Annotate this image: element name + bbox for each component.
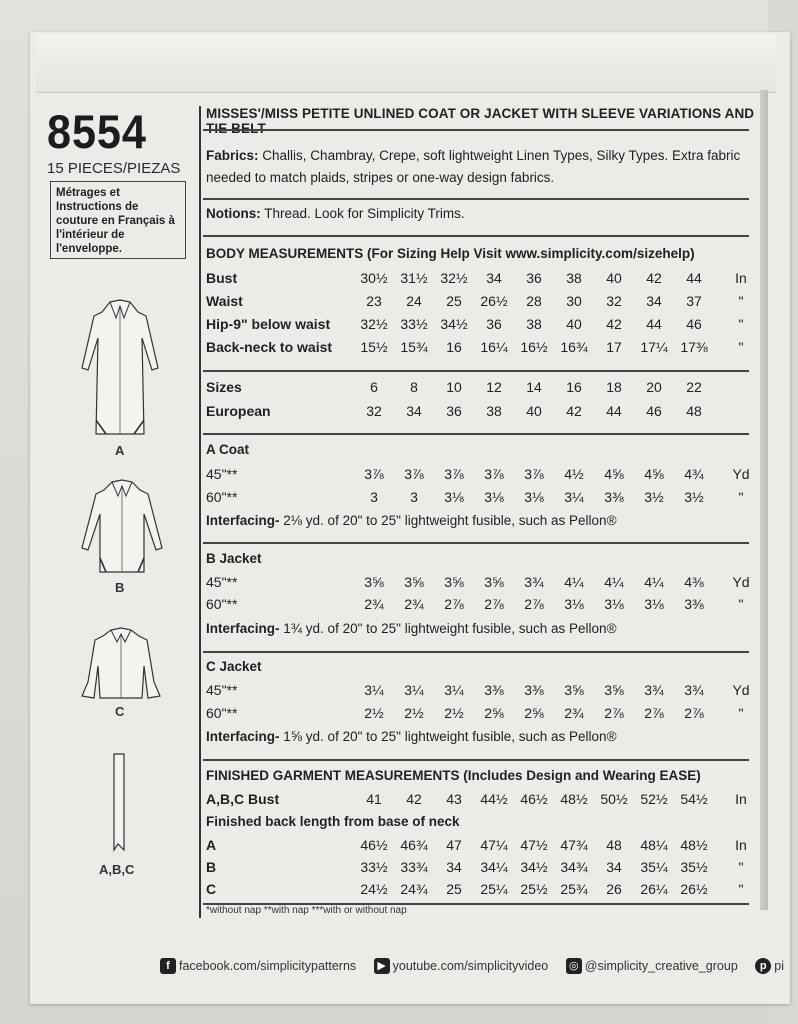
- table-cell: 46: [646, 403, 662, 419]
- unit-label: ": [738, 881, 744, 897]
- table-cell: 22: [686, 379, 702, 395]
- fabrics-text: Challis, Chambray, Crepe, soft lightweight Linen Types, Silky Types. Extra fabric needed to match plaids, stripes or one-way design fabrics.: [206, 148, 741, 185]
- table-cell: 3¾: [644, 682, 664, 698]
- table-cell: 2⅞: [684, 705, 704, 721]
- table-cell: 3¾: [684, 682, 704, 698]
- jacket-c-heading: C Jacket: [206, 659, 262, 674]
- table-cell: 26¼: [640, 881, 668, 897]
- table-cell: 3⅛: [484, 489, 504, 505]
- unit-label: In: [735, 791, 747, 807]
- table-cell: 42: [646, 270, 662, 286]
- jacket-b-interfacing: [206, 621, 617, 636]
- interfacing-text: 1¾ yd. of 20" to 25" lightweight fusible, such as Pellon®: [283, 621, 617, 636]
- table-cell: 2¾: [364, 596, 384, 612]
- table-cell: 17: [606, 339, 622, 355]
- unit-label: ": [738, 596, 744, 612]
- table-cell: 3⅛: [564, 596, 584, 612]
- table-cell: 3½: [684, 489, 704, 505]
- table-cell: 2⅞: [524, 596, 544, 612]
- table-cell: 3⅛: [524, 489, 544, 505]
- table-cell: 3⅜: [604, 489, 624, 505]
- coat-a-heading: A Coat: [206, 442, 249, 457]
- interfacing-label: Interfacing-: [206, 513, 280, 528]
- table-cell: 3⅝: [364, 574, 384, 590]
- coat-a-interfacing: [206, 513, 617, 528]
- row-label: Hip-9" below waist: [206, 316, 331, 332]
- interfacing-label: Interfacing-: [206, 729, 280, 744]
- table-cell: 25¾: [560, 881, 588, 897]
- table-cell: 38: [486, 403, 502, 419]
- table-cell: 17¼: [640, 339, 668, 355]
- table-row: [206, 682, 752, 702]
- table-cell: 32½: [440, 270, 468, 286]
- envelope-flap: [36, 34, 776, 93]
- table-cell: 36: [446, 403, 462, 419]
- table-cell: 44½: [480, 791, 508, 807]
- table-cell: 46½: [520, 791, 548, 807]
- table-cell: 31½: [400, 270, 428, 286]
- row-label: 60"**: [206, 705, 238, 721]
- table-cell: 3¾: [524, 574, 544, 590]
- jacket-b-heading: B Jacket: [206, 551, 262, 566]
- row-label: Bust: [206, 270, 238, 286]
- body-measurements-heading: BODY MEASUREMENTS (For Sizing Help Visit www.simplicity.com/sizehelp): [206, 246, 695, 261]
- table-cell: 35½: [680, 859, 708, 875]
- table-cell: 46½: [360, 837, 388, 853]
- table-cell: 2⅞: [644, 705, 664, 721]
- table-cell: 16¼: [480, 339, 508, 355]
- table-cell: 48½: [560, 791, 588, 807]
- table-cell: 4⅜: [684, 574, 704, 590]
- table-cell: 25½: [520, 881, 548, 897]
- table-row: [206, 339, 752, 359]
- unit-label: ": [738, 316, 744, 332]
- pattern-title: MISSES'/MISS PETITE UNLINED COAT OR JACKET WITH SLEEVE VARIATIONS AND: [206, 106, 755, 121]
- row-label: 45"**: [206, 466, 238, 482]
- table-cell: 46¾: [400, 837, 428, 853]
- table-cell: 18: [606, 379, 622, 395]
- table-row: [206, 859, 752, 879]
- table-cell: 30: [566, 293, 582, 309]
- facebook-icon: f: [160, 958, 176, 974]
- table-cell: 23: [366, 293, 382, 309]
- table-cell: 14: [526, 379, 542, 395]
- table-row: [206, 466, 752, 486]
- divider: [203, 129, 749, 131]
- notions-section: [206, 206, 465, 221]
- row-label: 60"**: [206, 489, 238, 505]
- table-cell: 4⅝: [644, 466, 664, 482]
- table-cell: 32: [606, 293, 622, 309]
- table-cell: 3⅛: [644, 596, 664, 612]
- table-cell: 3⅝: [404, 574, 424, 590]
- table-cell: 4¼: [564, 574, 584, 590]
- table-row: [206, 270, 752, 290]
- unit-label: Yd: [732, 574, 750, 590]
- unit-label: ": [738, 859, 744, 875]
- figure-label-a: A: [115, 443, 125, 458]
- table-cell: 4½: [564, 466, 584, 482]
- fabrics-label: Fabrics:: [206, 148, 259, 163]
- table-cell: 12: [486, 379, 502, 395]
- unit-label: ": [738, 293, 744, 309]
- table-cell: 34¾: [560, 859, 588, 875]
- table-cell: 3¼: [364, 682, 384, 698]
- table-cell: 34: [606, 859, 622, 875]
- row-label: C: [206, 881, 217, 897]
- youtube-icon: ▶: [374, 958, 390, 974]
- social-footer: [160, 958, 798, 974]
- table-cell: 38: [526, 316, 542, 332]
- interfacing-text: 1⅝ yd. of 20" to 25" lightweight fusible, such as Pellon®: [283, 729, 617, 744]
- figure-label-c: C: [115, 704, 125, 719]
- table-cell: 15½: [360, 339, 388, 355]
- row-label: B: [206, 859, 217, 875]
- table-cell: 26½: [680, 881, 708, 897]
- table-cell: 34¼: [480, 859, 508, 875]
- table-cell: 2⅞: [604, 705, 624, 721]
- facebook-link[interactable]: facebook.com/simplicitypatterns: [179, 959, 357, 973]
- table-cell: 26½: [480, 293, 508, 309]
- table-cell: 50½: [600, 791, 628, 807]
- table-cell: 34: [446, 859, 462, 875]
- table-cell: 2½: [444, 705, 464, 721]
- french-instructions-note: Métrages et Instructions de couture en Français à l'intérieur de l'enveloppe.: [50, 181, 186, 259]
- vertical-divider: [199, 106, 201, 918]
- table-cell: 3⅝: [564, 682, 584, 698]
- table-cell: 2⅝: [484, 705, 504, 721]
- table-cell: 3⅜: [484, 682, 504, 698]
- table-cell: 3⅜: [524, 682, 544, 698]
- table-cell: 8: [410, 379, 418, 395]
- table-row: [206, 489, 752, 509]
- table-cell: 38: [566, 270, 582, 286]
- table-cell: 3⅞: [364, 466, 384, 482]
- table-row: [206, 574, 752, 594]
- pinterest-icon: p: [755, 958, 771, 974]
- table-cell: 32½: [360, 316, 388, 332]
- unit-label: ": [738, 489, 744, 505]
- table-cell: 34: [406, 403, 422, 419]
- table-cell: 47¼: [480, 837, 508, 853]
- table-cell: 16¾: [560, 339, 588, 355]
- table-cell: 17⅜: [680, 339, 708, 355]
- interfacing-text: 2⅛ yd. of 20" to 25" lightweight fusible, such as Pellon®: [283, 513, 617, 528]
- table-cell: 33½: [360, 859, 388, 875]
- unit-label: In: [735, 837, 747, 853]
- table-cell: 48½: [680, 837, 708, 853]
- table-cell: 3⅛: [604, 596, 624, 612]
- unit-label: Yd: [732, 466, 750, 482]
- table-cell: 3¼: [404, 682, 424, 698]
- table-cell: 25: [446, 293, 462, 309]
- table-cell: 20: [646, 379, 662, 395]
- table-cell: 36: [526, 270, 542, 286]
- figure-label-abc: A,B,C: [99, 862, 135, 877]
- table-cell: 3⅝: [484, 574, 504, 590]
- instagram-link[interactable]: @simplicity_creative_group: [584, 959, 738, 973]
- notions-label: Notions:: [206, 206, 261, 221]
- table-cell: 44: [686, 270, 702, 286]
- table-cell: 4⅝: [604, 466, 624, 482]
- divider: [203, 198, 749, 200]
- row-label: A: [206, 837, 217, 853]
- table-cell: 33½: [400, 316, 428, 332]
- table-cell: 3¼: [564, 489, 584, 505]
- table-cell: 16: [566, 379, 582, 395]
- table-cell: 42: [566, 403, 582, 419]
- interfacing-label: Interfacing-: [206, 621, 280, 636]
- table-cell: 4¼: [644, 574, 664, 590]
- table-cell: 3⅛: [444, 489, 464, 505]
- table-row: [206, 379, 752, 399]
- divider: [203, 651, 749, 653]
- table-cell: 2¾: [564, 705, 584, 721]
- row-label: 45"**: [206, 682, 238, 698]
- table-cell: 35¼: [640, 859, 668, 875]
- jacket-c-illustration: [78, 626, 164, 702]
- table-cell: 25¼: [480, 881, 508, 897]
- back-length-heading: Finished back length from base of neck: [206, 814, 460, 829]
- notions-text: Thread. Look for Simplicity Trims.: [264, 206, 465, 221]
- divider: [203, 759, 749, 761]
- table-cell: 3⅞: [484, 466, 504, 482]
- divider: [203, 370, 749, 372]
- table-cell: 3⅜: [684, 596, 704, 612]
- table-cell: 40: [566, 316, 582, 332]
- table-row: [206, 316, 752, 336]
- table-cell: 47¾: [560, 837, 588, 853]
- table-cell: 34½: [520, 859, 548, 875]
- table-cell: 3⅝: [444, 574, 464, 590]
- row-label: Back-neck to waist: [206, 339, 333, 355]
- table-cell: 34: [646, 293, 662, 309]
- table-row: [206, 791, 752, 811]
- nap-footnote: *without nap **with nap ***with or without nap: [206, 905, 407, 916]
- table-cell: 3: [370, 489, 378, 505]
- youtube-link[interactable]: youtube.com/simplicityvideo: [392, 959, 549, 973]
- row-label: European: [206, 403, 271, 419]
- tie-belt-illustration: [110, 752, 132, 852]
- table-cell: 24¾: [400, 881, 428, 897]
- table-cell: 28: [526, 293, 542, 309]
- table-cell: 34: [486, 270, 502, 286]
- table-cell: 2⅞: [484, 596, 504, 612]
- fabrics-section: [206, 145, 746, 189]
- table-cell: 52½: [640, 791, 668, 807]
- table-cell: 4¾: [684, 466, 704, 482]
- envelope-right-edge: [760, 90, 768, 910]
- jacket-b-illustration: [80, 478, 164, 576]
- unit-label: ": [738, 339, 744, 355]
- row-label: Waist: [206, 293, 243, 309]
- pieces-count: 15 PIECES/PIEZAS: [47, 160, 181, 177]
- table-cell: 3⅞: [444, 466, 464, 482]
- table-cell: 48¼: [640, 837, 668, 853]
- table-cell: 30½: [360, 270, 388, 286]
- table-cell: 2½: [364, 705, 384, 721]
- table-cell: 37: [686, 293, 702, 309]
- unit-label: In: [735, 270, 747, 286]
- coat-a-illustration: [76, 298, 164, 440]
- table-cell: 3½: [644, 489, 664, 505]
- jacket-c-interfacing: [206, 729, 617, 744]
- pinterest-link[interactable]: pi: [774, 959, 784, 973]
- table-cell: 32: [366, 403, 382, 419]
- table-cell: 47: [446, 837, 462, 853]
- divider: [203, 542, 749, 544]
- table-cell: 33¾: [400, 859, 428, 875]
- table-cell: 47½: [520, 837, 548, 853]
- table-cell: 2⅞: [444, 596, 464, 612]
- table-cell: 44: [606, 403, 622, 419]
- table-cell: 44: [646, 316, 662, 332]
- table-cell: 42: [406, 791, 422, 807]
- table-cell: 3¼: [444, 682, 464, 698]
- table-row: [206, 403, 752, 423]
- table-cell: 3⅝: [604, 682, 624, 698]
- table-cell: 3: [410, 489, 418, 505]
- table-cell: 25: [446, 881, 462, 897]
- table-cell: 24½: [360, 881, 388, 897]
- table-cell: 3⅞: [404, 466, 424, 482]
- table-row: [206, 881, 752, 901]
- table-cell: 10: [446, 379, 462, 395]
- table-cell: 6: [370, 379, 378, 395]
- table-cell: 54½: [680, 791, 708, 807]
- table-row: [206, 705, 752, 725]
- row-label: 60"**: [206, 596, 238, 612]
- figure-label-b: B: [115, 580, 125, 595]
- table-cell: 2½: [404, 705, 424, 721]
- table-cell: 3⅞: [524, 466, 544, 482]
- table-cell: 40: [606, 270, 622, 286]
- table-cell: 43: [446, 791, 462, 807]
- table-cell: 16½: [520, 339, 548, 355]
- row-label: A,B,C Bust: [206, 791, 280, 807]
- pattern-number: 8554: [47, 105, 147, 158]
- table-cell: 48: [686, 403, 702, 419]
- table-cell: 48: [606, 837, 622, 853]
- table-row: [206, 293, 752, 313]
- row-label: 45"**: [206, 574, 238, 590]
- table-cell: 2⅝: [524, 705, 544, 721]
- table-cell: 15¾: [400, 339, 428, 355]
- table-cell: 34½: [440, 316, 468, 332]
- divider: [203, 235, 749, 237]
- table-cell: 40: [526, 403, 542, 419]
- finished-measurements-heading: FINISHED GARMENT MEASUREMENTS (Includes Design and Wearing EASE): [206, 768, 701, 783]
- unit-label: ": [738, 705, 744, 721]
- table-row: [206, 596, 752, 616]
- table-row: [206, 837, 752, 857]
- instagram-icon: ◎: [566, 958, 582, 974]
- table-cell: 24: [406, 293, 422, 309]
- divider: [203, 433, 749, 435]
- row-label: Sizes: [206, 379, 242, 395]
- table-cell: 2¾: [404, 596, 424, 612]
- unit-label: Yd: [732, 682, 750, 698]
- table-cell: 36: [486, 316, 502, 332]
- table-cell: 16: [446, 339, 462, 355]
- table-cell: 42: [606, 316, 622, 332]
- table-cell: 26: [606, 881, 622, 897]
- table-cell: 4¼: [604, 574, 624, 590]
- table-cell: 46: [686, 316, 702, 332]
- table-cell: 41: [366, 791, 382, 807]
